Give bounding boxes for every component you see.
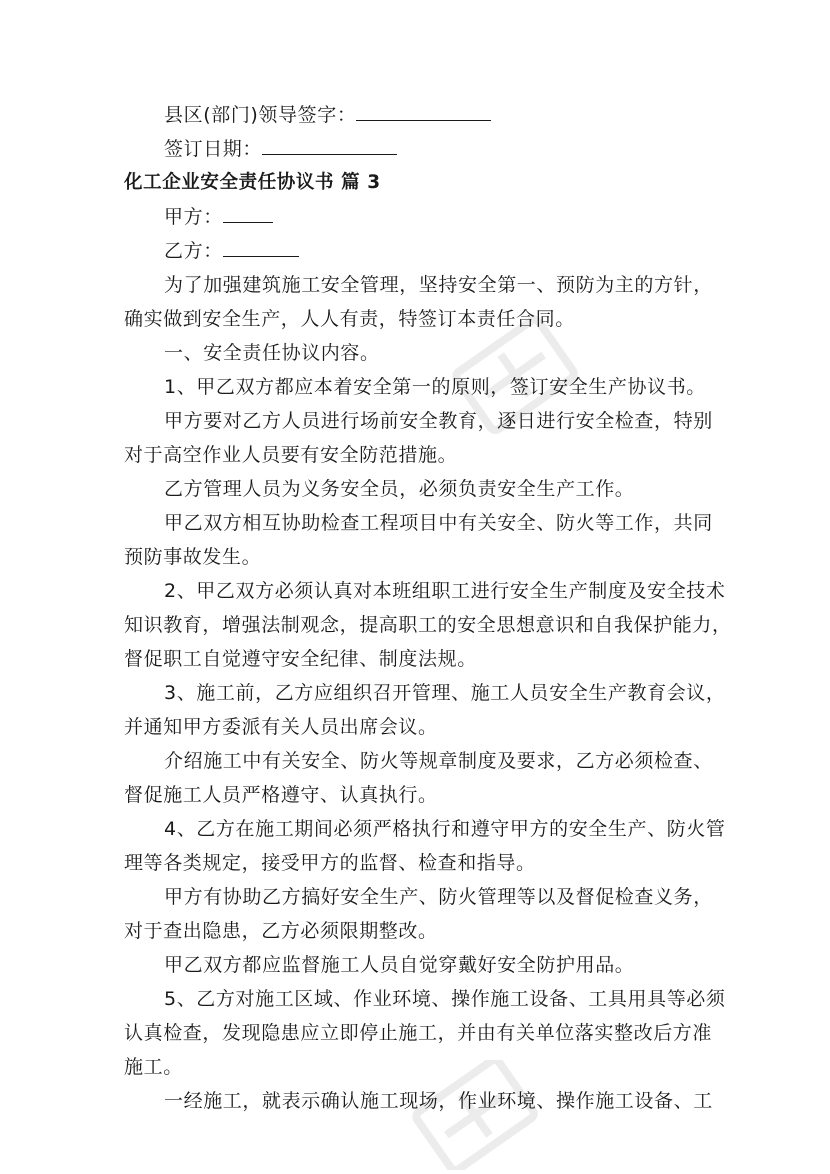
party-a-label: 甲方： <box>164 206 223 228</box>
text-line: 督促职工自觉遵守安全纪律、制度法规。 <box>124 648 477 670</box>
party-a-line <box>124 200 714 234</box>
text-line: 甲方有协助乙方搞好安全生产、防火管理等以及督促检查义务， <box>164 886 713 908</box>
text-line: 理等各类规定，接受甲方的监督、检查和指导。 <box>124 852 536 874</box>
document-body <box>124 98 732 1118</box>
text-line: 甲方要对乙方人员进行场前安全教育，逐日进行安全检查，特别 <box>164 410 713 432</box>
date-label: 签订日期： <box>164 138 263 160</box>
text-line: 4、乙方在施工期间必须严格执行和遵守甲方的安全生产、防火管 <box>164 818 726 840</box>
text-line: 预防事故发生。 <box>124 546 262 568</box>
text-line: 5、乙方对施工区域、作业环境、操作施工设备、工具用具等必须 <box>164 988 726 1010</box>
text-line: 为了加强建筑施工安全管理，坚持安全第一、预防为主的方针， <box>164 274 713 296</box>
signature-blank <box>356 98 491 121</box>
text-line: 2、甲乙双方必须认真对本班组职工进行安全生产制度及安全技术 <box>164 580 726 602</box>
section-title: 化工企业安全责任协议书 篇 3 <box>124 172 381 193</box>
text-line: 认真检查，发现隐患应立即停止施工，并由有关单位落实整改后方准 <box>124 1022 713 1044</box>
date-blank <box>262 132 397 155</box>
text-line: 一经施工，就表示确认施工现场，作业环境、操作施工设备、工 <box>164 1090 713 1112</box>
party-a-blank <box>223 200 273 223</box>
text-line: 3、施工前，乙方应组织召开管理、施工人员安全生产教育会议， <box>164 682 726 704</box>
party-b-blank <box>223 234 299 257</box>
text-line: 甲乙双方相互协助检查工程项目中有关安全、防火等工作，共同 <box>164 512 713 534</box>
signature-line <box>124 98 714 132</box>
text-line: 督促施工人员严格遵守、认真执行。 <box>124 784 438 806</box>
text-line: 介绍施工中有关安全、防火等规章制度及要求，乙方必须检查、 <box>164 750 713 772</box>
text-line: 一、安全责任协议内容。 <box>164 342 380 364</box>
text-line: 施工。 <box>124 1056 183 1078</box>
text-line: 知识教育，增强法制观念，提高职工的安全思想意识和自我保护能力， <box>124 614 732 636</box>
text-line: 确实做到安全生产，人人有责，特签订本责任合同。 <box>124 308 575 330</box>
signature-label: 县区(部门)领导签字： <box>164 104 357 126</box>
text-line: 对于查出隐患，乙方必须限期整改。 <box>124 920 438 942</box>
party-b-line <box>124 234 714 268</box>
date-line <box>124 132 714 166</box>
text-line: 乙方管理人员为义务安全员，必须负责安全生产工作。 <box>164 478 635 500</box>
text-line: 甲乙双方都应监督施工人员自觉穿戴好安全防护用品。 <box>164 954 635 976</box>
text-line: 1、甲乙双方都应本着安全第一的原则，签订安全生产协议书。 <box>164 376 706 398</box>
text-line: 并通知甲方委派有关人员出席会议。 <box>124 716 438 738</box>
party-b-label: 乙方： <box>164 240 223 262</box>
text-line: 对于高空作业人员要有安全防范措施。 <box>124 444 458 466</box>
